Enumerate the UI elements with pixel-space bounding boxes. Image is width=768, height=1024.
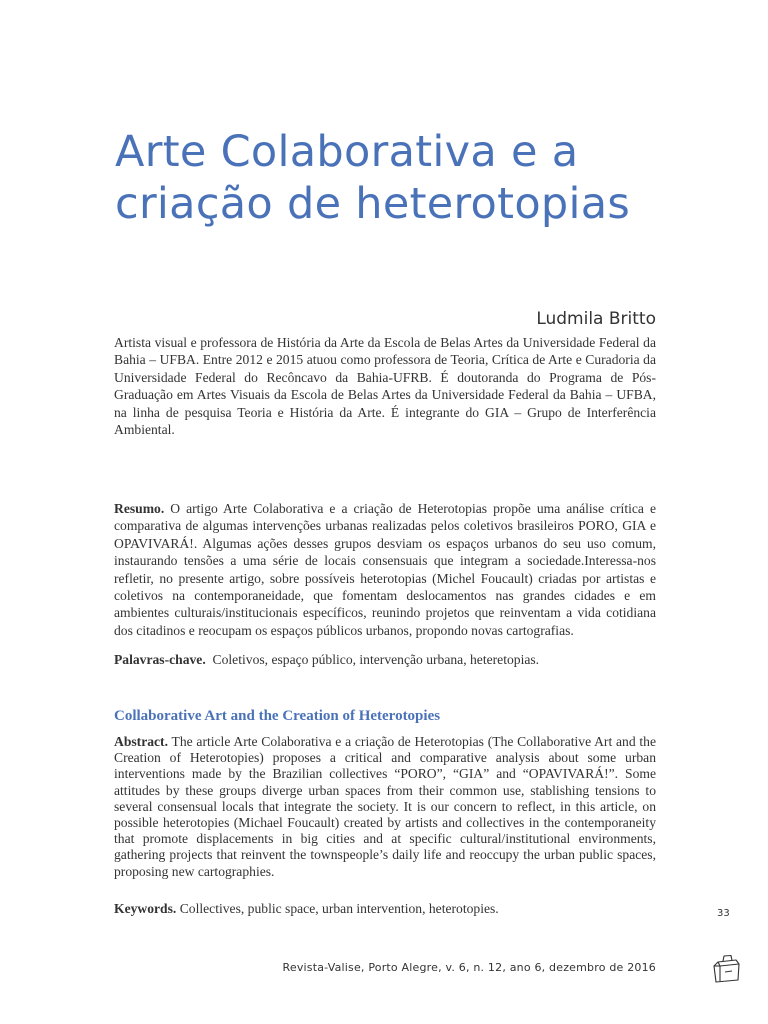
page-number: 33 bbox=[717, 908, 730, 919]
author-name: Ludmila Britto bbox=[536, 309, 656, 329]
abstract-text: The article Arte Colaborativa e a criação de Heterotopias (The Collaborative Art and the Creation of Heterotopies) proposes a critical and comparative analysis about some urban interventions made by the Brazilian collectives “PORO”, “GIA” and “OPAVIVARÁ!”. Some attitudes by these groups diverge urban spaces from their common use, stablishing tensions to several consensual locals that integrate the society. It is our concern to reflect, in this article, on possible heterotopies (Michael Foucault) created by artists and collectives in the contemporaneity that promote displacements in big cities and at specific cultural/institutional environments, gathering projects that reinvent the townspeople’s daily life and reoccupy the urban public spaces, proposing new cartographies. bbox=[114, 734, 657, 879]
abstract-label: Abstract. bbox=[114, 734, 168, 749]
palavras-chave-paragraph bbox=[114, 651, 656, 668]
keywords-text: Collectives, public space, urban intervention, heterotopies. bbox=[179, 901, 499, 916]
resumo-label: Resumo. bbox=[114, 501, 165, 516]
english-title: Collaborative Art and the Creation of Heterotopies bbox=[114, 708, 441, 724]
palavras-chave-text: Coletivos, espaço público, intervenção urbana, heteretopias. bbox=[212, 652, 540, 667]
abstract-paragraph bbox=[114, 734, 656, 880]
keywords-paragraph bbox=[114, 900, 656, 917]
palavras-chave-label: Palavras-chave. bbox=[114, 652, 206, 667]
title-line-2: criação de heterotopias bbox=[115, 179, 631, 229]
journal-footer: Revista-Valise, Porto Alegre, v. 6, n. 12, ano 6, dezembro de 2016 bbox=[282, 961, 656, 974]
title-line-1: Arte Colaborativa e a bbox=[115, 127, 579, 177]
keywords-label: Keywords. bbox=[114, 901, 177, 916]
resumo-paragraph bbox=[114, 500, 656, 639]
resumo-text: O artigo Arte Colaborativa e a criação de Heterotopias propõe uma análise crítica e comparativa de algumas intervenções urbanas realizadas pelos coletivos brasileiros PORO, GIA e OPAVIVARÁ!. Algumas ações desses grupos desviam os espaços urbanos do seu uso comum, instaurando tensões a uma série de locais consensuais que integram a sociedade.Interessa-nos refletir, no presente artigo, sobre possíveis heterotopias (Michel Foucault) criadas por artistas e coletivos na contemporaneidade, que fomentam deslocamentos nas grandes cidades e em ambientes culturais/institucionais específicos, reunindo projetos que reinventam a vida cotidiana dos citadinos e reocupam os espaços públicos urbanos, propondo novas cartografias. bbox=[114, 501, 656, 638]
suitcase-icon bbox=[708, 950, 744, 986]
article-title bbox=[115, 126, 715, 230]
author-bio: Artista visual e professora de História da Arte da Escola de Belas Artes da Universidade Federal da Bahia – UFBA. Entre 2012 e 2015 atuou como professora de Teoria, Crítica de Arte e Curadoria da Universidade Federal do Recôncavo da Bahia-UFRB. É doutoranda do Programa de Pós-Graduação em Artes Visuais da Escola de Belas Artes da Universidade Federal da Bahia – UFBA, na linha de pesquisa Teoria e História da Arte. É integrante do GIA – Grupo de Interferência Ambiental. bbox=[114, 335, 656, 438]
